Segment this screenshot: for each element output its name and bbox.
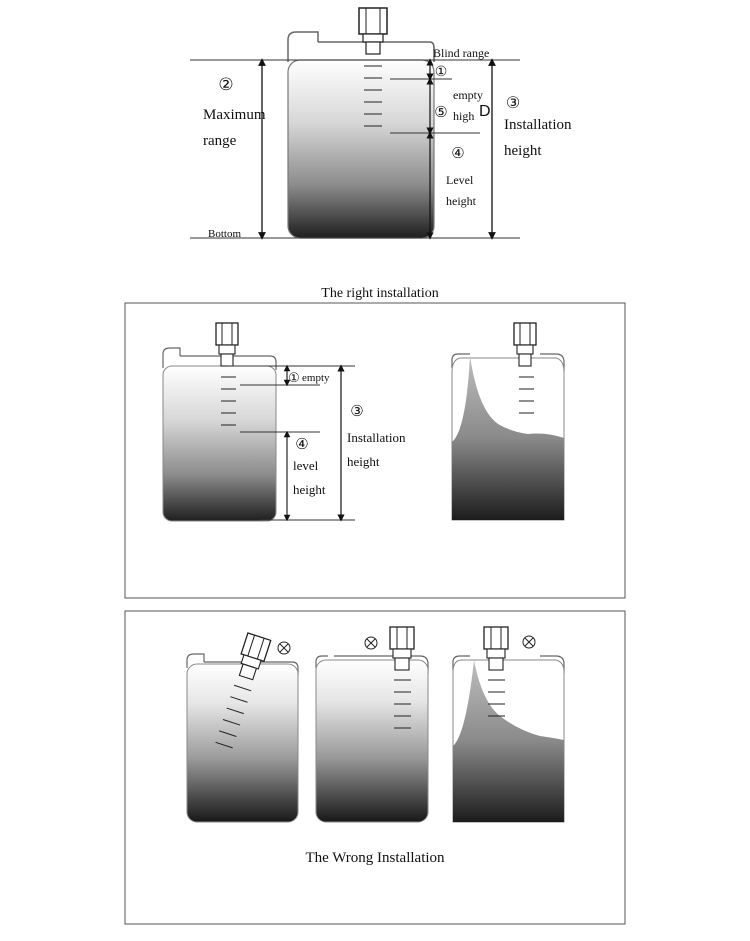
maximum-range-label-line1: Maximum [203,107,266,123]
maximum-range-label-line2: range [203,133,237,149]
empty-label: empty [453,88,483,102]
right-installation-tank-2-solids [452,323,564,520]
circle-2-label: ② [218,75,234,94]
top-diagram [190,8,572,240]
right-installation-height-line1: Installation [347,430,406,445]
high-label: high [453,109,475,123]
circled-x-icon [365,637,377,649]
right-installation-tank-1 [163,323,355,521]
right-circle-3-label: ③ [350,404,364,420]
right-installation-height-line2: height [347,454,380,469]
right-circle-4-label: ④ [295,437,309,453]
d-label: D [479,103,491,120]
circled-x-icon [523,636,535,648]
circle-5-label: ⑤ [434,105,448,121]
level-height-label-line1: Level [446,173,474,187]
circle-3-label: ③ [505,95,521,112]
circle-4-label: ④ [451,146,465,162]
installation-height-label-line1: Installation [504,117,572,133]
right-level-height-line2: height [293,482,326,497]
circled-x-icon [278,642,290,654]
wrong-installation-title: The Wrong Installation [305,850,445,866]
circle-1-label: ① [434,65,448,80]
right-installation-title: The right installation [321,286,439,301]
blind-range-label: Blind range [433,46,490,60]
wrong-tank-1 [187,633,298,822]
right-circle-1-label: ① [288,370,300,385]
right-level-height-line1: level [293,458,319,473]
level-height-label-line2: height [446,194,476,208]
right-empty-label: empty [302,372,330,384]
wrong-tank-2 [316,627,428,822]
wrong-tank-3 [453,627,564,822]
bottom-label: Bottom [208,228,242,240]
installation-height-label-line2: height [504,143,542,159]
top-tank [288,32,434,238]
